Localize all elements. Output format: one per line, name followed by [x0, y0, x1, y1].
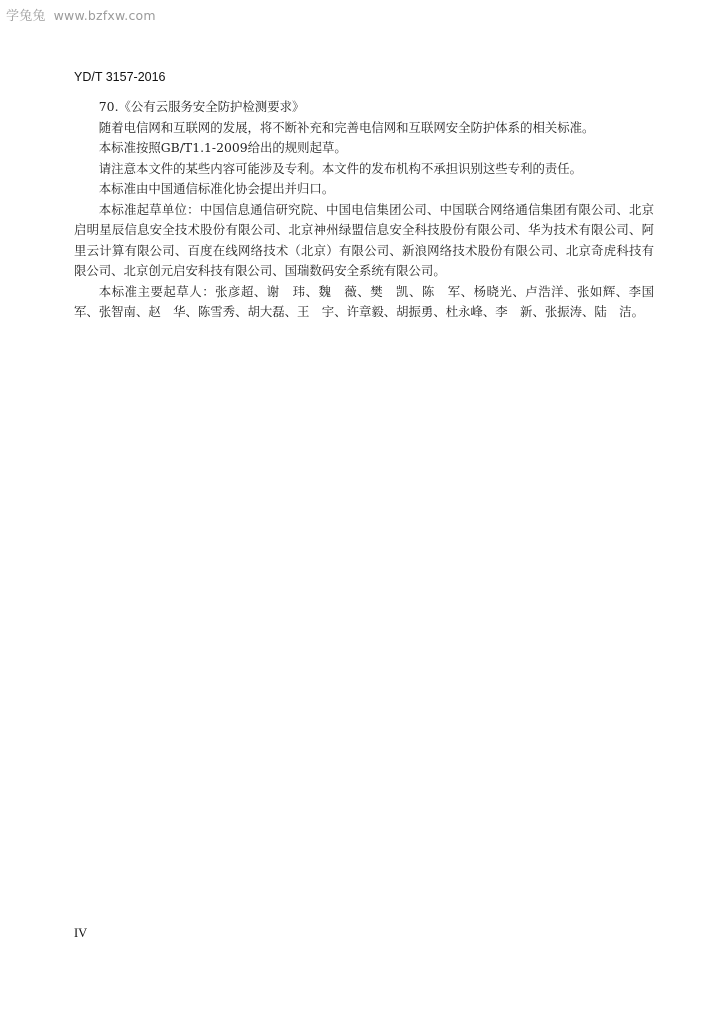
paragraph-proposer: 本标准由中国通信标准化协会提出并归口。	[98, 181, 335, 196]
paragraph-drafting-units: 本标准起草单位：中国信息通信研究院、中国电信集团公司、中国联合网络通信集团有限公司、北京启明星辰信息安全技术股份有限公司、北京神州绿盟信息安全科技股份有限公司、华为技术有限公司、阿里云计算有限公司、百度在线网络技术（北京）有限公司、新浪网络技术股份有限公司、北京奇虎科技有限公司、北京创元启安科技有限公司、国瑞数码安全系统有限公司。	[74, 201, 654, 278]
foreword-body	[74, 97, 654, 323]
paragraph-standard-item: 70.《公有云服务安全防护检测要求》	[98, 99, 305, 114]
watermark-domain: www.bzfxw.com	[53, 8, 156, 23]
watermark-site-name: 学兔兔	[6, 9, 46, 24]
paragraph-drafters: 本标准主要起草人：张彦超、谢 玮、魏 薇、樊 凯、陈 军、杨晓光、卢浩洋、张如辉、李国军、张智南、赵 华、陈雪秀、胡大磊、王 宇、许章毅、胡振勇、杜永峰、李 新、张振涛、陆 洁。	[74, 283, 654, 319]
paragraph-development-note: 随着电信网和互联网的发展，将不断补充和完善电信网和互联网安全防护体系的相关标准。	[98, 119, 595, 135]
paragraph-drafting-rules: 本标准按照GB/T1.1-2009给出的规则起草。	[98, 140, 347, 155]
document-code: YD/T 3157-2016	[74, 70, 166, 84]
page-number: IV	[74, 926, 88, 940]
watermark	[6, 5, 156, 24]
paragraph-patent-notice: 请注意本文件的某些内容可能涉及专利。本文件的发布机构不承担识别这些专利的责任。	[98, 160, 583, 176]
